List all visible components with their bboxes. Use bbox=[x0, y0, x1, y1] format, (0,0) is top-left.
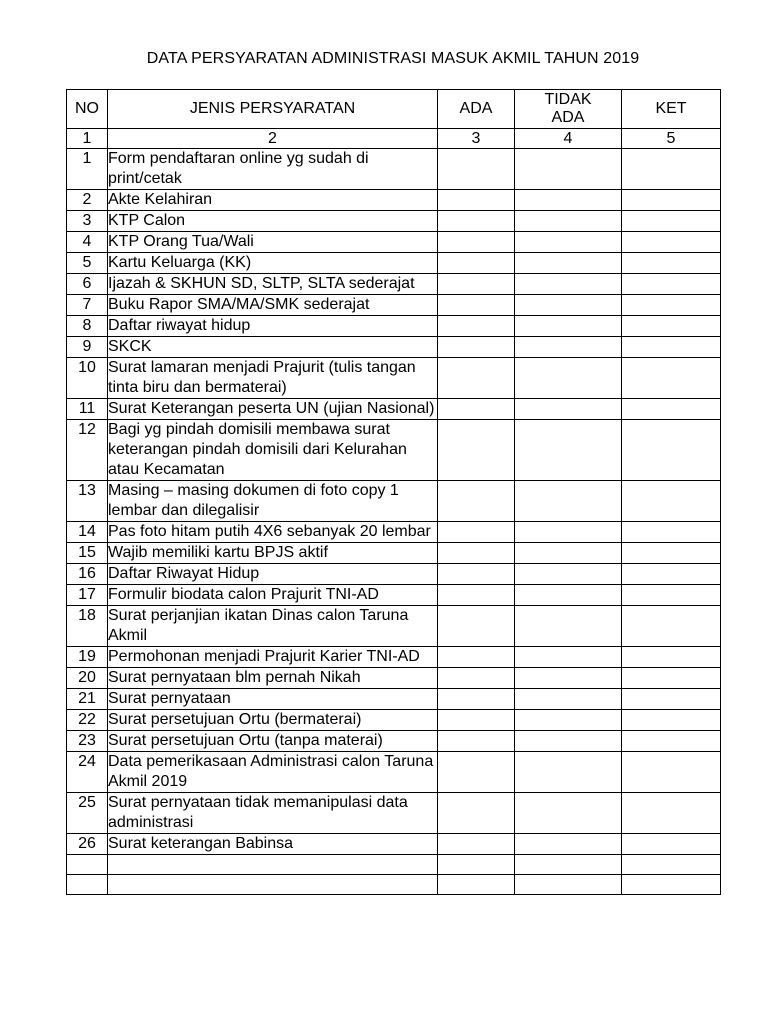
header-ada: ADA bbox=[438, 90, 515, 129]
tidak-ada-cell bbox=[515, 731, 622, 752]
row-number: 8 bbox=[67, 316, 108, 337]
table-row bbox=[67, 190, 721, 211]
row-number: 6 bbox=[67, 274, 108, 295]
tidak-ada-cell bbox=[515, 295, 622, 316]
table-row bbox=[67, 543, 721, 564]
tidak-ada-cell bbox=[515, 606, 622, 647]
requirement-name: Surat persetujuan Ortu (bermaterai) bbox=[108, 710, 438, 731]
requirement-name: Permohonan menjadi Prajurit Karier TNI-AD bbox=[108, 647, 438, 668]
requirement-name: Surat pernyataan blm pernah Nikah bbox=[108, 668, 438, 689]
ada-cell bbox=[438, 647, 515, 668]
requirement-name: KTP Calon bbox=[108, 211, 438, 232]
table-header-row bbox=[67, 90, 721, 129]
requirement-name: SKCK bbox=[108, 337, 438, 358]
row-number: 10 bbox=[67, 358, 108, 399]
ket-cell bbox=[622, 420, 721, 481]
ket-cell bbox=[622, 668, 721, 689]
table-row bbox=[67, 668, 721, 689]
table-row bbox=[67, 337, 721, 358]
ada-cell bbox=[438, 420, 515, 481]
column-number: 2 bbox=[108, 129, 438, 149]
requirement-name: Buku Rapor SMA/MA/SMK sederajat bbox=[108, 295, 438, 316]
row-number: 5 bbox=[67, 253, 108, 274]
ket-cell bbox=[622, 606, 721, 647]
empty-cell bbox=[622, 875, 721, 895]
ada-cell bbox=[438, 731, 515, 752]
requirement-name: Surat lamaran menjadi Prajurit (tulis tangan tinta biru dan bermaterai) bbox=[108, 358, 438, 399]
tidak-ada-cell bbox=[515, 481, 622, 522]
ada-cell bbox=[438, 190, 515, 211]
requirement-name: Kartu Keluarga (KK) bbox=[108, 253, 438, 274]
table-row bbox=[67, 253, 721, 274]
empty-row bbox=[67, 855, 721, 875]
row-number: 11 bbox=[67, 399, 108, 420]
header-no: NO bbox=[67, 90, 108, 129]
ada-cell bbox=[438, 543, 515, 564]
document-title: DATA PERSYARATAN ADMINISTRASI MASUK AKMIL TAHUN 2019 bbox=[146, 50, 640, 67]
ada-cell bbox=[438, 274, 515, 295]
ada-cell bbox=[438, 481, 515, 522]
tidak-ada-cell bbox=[515, 420, 622, 481]
table-row bbox=[67, 399, 721, 420]
requirement-name: Formulir biodata calon Prajurit TNI-AD bbox=[108, 585, 438, 606]
ada-cell bbox=[438, 316, 515, 337]
table-row bbox=[67, 232, 721, 253]
table-row bbox=[67, 211, 721, 232]
requirement-name: Surat keterangan Babinsa bbox=[108, 834, 438, 855]
table-row bbox=[67, 316, 721, 337]
row-number: 23 bbox=[67, 731, 108, 752]
tidak-ada-cell bbox=[515, 834, 622, 855]
table-row bbox=[67, 358, 721, 399]
ket-cell bbox=[622, 793, 721, 834]
table-row bbox=[67, 420, 721, 481]
header-ket: KET bbox=[622, 90, 721, 129]
row-number: 18 bbox=[67, 606, 108, 647]
column-number: 5 bbox=[622, 129, 721, 149]
ada-cell bbox=[438, 211, 515, 232]
requirements-table bbox=[66, 89, 721, 895]
ket-cell bbox=[622, 522, 721, 543]
table-row bbox=[67, 731, 721, 752]
table-row bbox=[67, 689, 721, 710]
row-number: 12 bbox=[67, 420, 108, 481]
row-number: 2 bbox=[67, 190, 108, 211]
header-tidak-ada-line1: TIDAK bbox=[544, 91, 592, 108]
tidak-ada-cell bbox=[515, 752, 622, 793]
requirement-name: Data pemerikasaan Administrasi calon Taruna Akmil 2019 bbox=[108, 752, 438, 793]
table-row bbox=[67, 149, 721, 190]
ada-cell bbox=[438, 689, 515, 710]
column-number: 1 bbox=[67, 129, 108, 149]
requirement-name: Surat perjanjian ikatan Dinas calon Taruna Akmil bbox=[108, 606, 438, 647]
tidak-ada-cell bbox=[515, 211, 622, 232]
table-row bbox=[67, 295, 721, 316]
ket-cell bbox=[622, 211, 721, 232]
table-row bbox=[67, 564, 721, 585]
ada-cell bbox=[438, 710, 515, 731]
ada-cell bbox=[438, 793, 515, 834]
ada-cell bbox=[438, 834, 515, 855]
ket-cell bbox=[622, 543, 721, 564]
ket-cell bbox=[622, 647, 721, 668]
table-row bbox=[67, 752, 721, 793]
table-row bbox=[67, 606, 721, 647]
requirement-name: Surat pernyataan bbox=[108, 689, 438, 710]
ada-cell bbox=[438, 253, 515, 274]
row-number: 15 bbox=[67, 543, 108, 564]
row-number: 13 bbox=[67, 481, 108, 522]
ada-cell bbox=[438, 149, 515, 190]
row-number: 21 bbox=[67, 689, 108, 710]
ada-cell bbox=[438, 358, 515, 399]
header-jenis-persyaratan: JENIS PERSYARATAN bbox=[108, 90, 438, 129]
ket-cell bbox=[622, 834, 721, 855]
row-number: 26 bbox=[67, 834, 108, 855]
requirements-body bbox=[67, 149, 721, 895]
ket-cell bbox=[622, 337, 721, 358]
row-number: 20 bbox=[67, 668, 108, 689]
table-row bbox=[67, 834, 721, 855]
tidak-ada-cell bbox=[515, 232, 622, 253]
ket-cell bbox=[622, 274, 721, 295]
requirement-name: Wajib memiliki kartu BPJS aktif bbox=[108, 543, 438, 564]
requirement-name: Masing – masing dokumen di foto copy 1 lembar dan dilegalisir bbox=[108, 481, 438, 522]
tidak-ada-cell bbox=[515, 647, 622, 668]
empty-cell bbox=[515, 855, 622, 875]
empty-cell bbox=[622, 855, 721, 875]
ada-cell bbox=[438, 564, 515, 585]
table-row bbox=[67, 481, 721, 522]
ket-cell bbox=[622, 752, 721, 793]
header-tidak-ada bbox=[515, 90, 622, 129]
requirement-name: Surat persetujuan Ortu (tanpa materai) bbox=[108, 731, 438, 752]
row-number: 17 bbox=[67, 585, 108, 606]
empty-cell bbox=[515, 875, 622, 895]
row-number: 7 bbox=[67, 295, 108, 316]
empty-cell bbox=[67, 855, 108, 875]
tidak-ada-cell bbox=[515, 710, 622, 731]
ket-cell bbox=[622, 731, 721, 752]
empty-row bbox=[67, 875, 721, 895]
tidak-ada-cell bbox=[515, 543, 622, 564]
requirement-name: Daftar Riwayat Hidup bbox=[108, 564, 438, 585]
empty-cell bbox=[438, 855, 515, 875]
requirement-name: Surat pernyataan tidak memanipulasi data administrasi bbox=[108, 793, 438, 834]
requirement-name: Ijazah & SKHUN SD, SLTP, SLTA sederajat bbox=[108, 274, 438, 295]
row-number: 1 bbox=[67, 149, 108, 190]
tidak-ada-cell bbox=[515, 358, 622, 399]
header-tidak-ada-line2: ADA bbox=[551, 109, 585, 126]
requirement-name: Bagi yg pindah domisili membawa surat keterangan pindah domisili dari Kelurahan atau Kecamatan bbox=[108, 420, 438, 481]
ada-cell bbox=[438, 606, 515, 647]
empty-cell bbox=[108, 875, 438, 895]
ket-cell bbox=[622, 232, 721, 253]
ket-cell bbox=[622, 481, 721, 522]
ket-cell bbox=[622, 689, 721, 710]
tidak-ada-cell bbox=[515, 793, 622, 834]
requirement-name: Pas foto hitam putih 4X6 sebanyak 20 lembar bbox=[108, 522, 438, 543]
tidak-ada-cell bbox=[515, 399, 622, 420]
table-row bbox=[67, 647, 721, 668]
ada-cell bbox=[438, 337, 515, 358]
tidak-ada-cell bbox=[515, 274, 622, 295]
tidak-ada-cell bbox=[515, 585, 622, 606]
ket-cell bbox=[622, 190, 721, 211]
tidak-ada-cell bbox=[515, 337, 622, 358]
ket-cell bbox=[622, 564, 721, 585]
ada-cell bbox=[438, 668, 515, 689]
row-number: 16 bbox=[67, 564, 108, 585]
ket-cell bbox=[622, 295, 721, 316]
empty-cell bbox=[67, 875, 108, 895]
row-number: 19 bbox=[67, 647, 108, 668]
row-number: 25 bbox=[67, 793, 108, 834]
column-number: 3 bbox=[438, 129, 515, 149]
table-row bbox=[67, 793, 721, 834]
empty-cell bbox=[108, 855, 438, 875]
column-number: 4 bbox=[515, 129, 622, 149]
ket-cell bbox=[622, 149, 721, 190]
ada-cell bbox=[438, 752, 515, 793]
ket-cell bbox=[622, 358, 721, 399]
table-row bbox=[67, 522, 721, 543]
ada-cell bbox=[438, 399, 515, 420]
row-number: 22 bbox=[67, 710, 108, 731]
row-number: 3 bbox=[67, 211, 108, 232]
row-number: 9 bbox=[67, 337, 108, 358]
ada-cell bbox=[438, 585, 515, 606]
tidak-ada-cell bbox=[515, 689, 622, 710]
requirement-name: Surat Keterangan peserta UN (ujian Nasional) bbox=[108, 399, 438, 420]
table-row bbox=[67, 585, 721, 606]
requirement-name: KTP Orang Tua/Wali bbox=[108, 232, 438, 253]
tidak-ada-cell bbox=[515, 253, 622, 274]
ada-cell bbox=[438, 232, 515, 253]
ket-cell bbox=[622, 316, 721, 337]
tidak-ada-cell bbox=[515, 190, 622, 211]
requirement-name: Daftar riwayat hidup bbox=[108, 316, 438, 337]
table-row bbox=[67, 710, 721, 731]
ket-cell bbox=[622, 253, 721, 274]
row-number: 14 bbox=[67, 522, 108, 543]
ada-cell bbox=[438, 522, 515, 543]
tidak-ada-cell bbox=[515, 522, 622, 543]
ket-cell bbox=[622, 585, 721, 606]
tidak-ada-cell bbox=[515, 668, 622, 689]
tidak-ada-cell bbox=[515, 564, 622, 585]
row-number: 4 bbox=[67, 232, 108, 253]
row-number: 24 bbox=[67, 752, 108, 793]
requirement-name: Akte Kelahiran bbox=[108, 190, 438, 211]
table-row bbox=[67, 274, 721, 295]
ket-cell bbox=[622, 710, 721, 731]
tidak-ada-cell bbox=[515, 316, 622, 337]
tidak-ada-cell bbox=[515, 149, 622, 190]
ket-cell bbox=[622, 399, 721, 420]
ada-cell bbox=[438, 295, 515, 316]
requirement-name: Form pendaftaran online yg sudah di print/cetak bbox=[108, 149, 438, 190]
column-number-row bbox=[67, 129, 721, 149]
empty-cell bbox=[438, 875, 515, 895]
